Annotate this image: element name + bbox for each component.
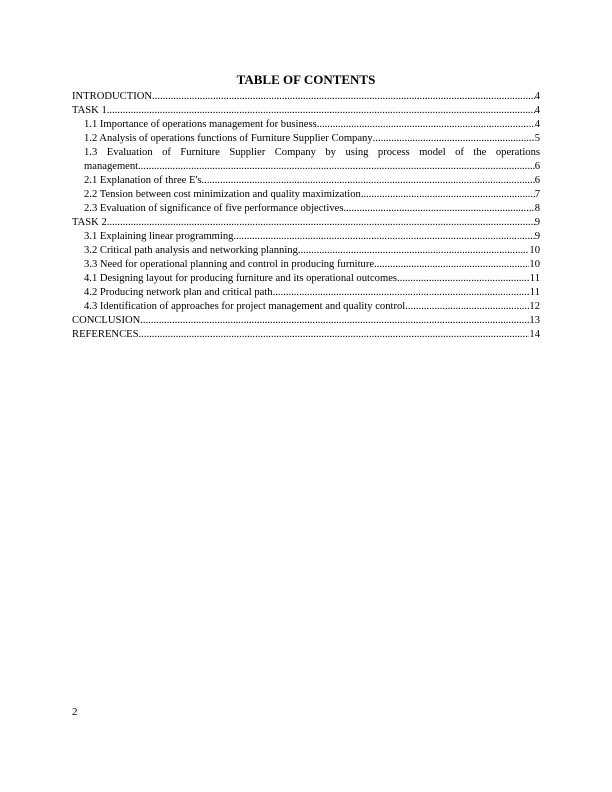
toc-entry-label: 2.2 Tension between cost minimization and quality maximization	[84, 189, 361, 200]
toc-entry-2-3[interactable]	[72, 202, 540, 216]
toc-leader-dots	[233, 230, 534, 244]
toc-entry-label: 2.3 Evaluation of significance of five performance objectives	[84, 203, 344, 214]
toc-entry-page: 14	[529, 329, 540, 340]
toc-entry-label: 3.2 Critical path analysis and networking planning	[84, 245, 298, 256]
toc-entry-label: 3.3 Need for operational planning and control in producing furniture	[84, 259, 375, 270]
page-number: 2	[72, 706, 78, 718]
toc-entry-label: TASK 1	[72, 105, 107, 116]
toc-entry-label: 3.1 Explaining linear programming	[84, 231, 234, 242]
toc-leader-dots	[107, 216, 535, 230]
toc-entry-page: 4	[534, 105, 540, 116]
toc-leader-dots	[298, 244, 530, 258]
toc-leader-dots	[152, 90, 535, 104]
toc-leader-dots	[140, 314, 529, 328]
toc-leader-dots	[343, 202, 534, 216]
toc-entry-page: 10	[529, 259, 540, 270]
toc-leader-dots	[397, 272, 530, 286]
toc-entry-label: TASK 2	[72, 217, 107, 228]
toc-entry-label: 4.1 Designing layout for producing furniture and its operational outcomes	[84, 273, 398, 284]
toc-entry-1-2[interactable]	[72, 132, 540, 146]
toc-entry-page: 4	[534, 119, 540, 130]
toc-entry-label: 4.2 Producing network plan and critical path	[84, 287, 273, 298]
toc-entry-page: 11	[529, 287, 540, 298]
toc-entry-page: 9	[534, 231, 540, 242]
toc-entry-task-1[interactable]	[72, 104, 540, 118]
toc-entry-label-line2: management	[84, 161, 139, 172]
toc-page	[72, 72, 540, 342]
toc-entry-label: 4.3 Identification of approaches for project management and quality control	[84, 301, 406, 312]
toc-leader-dots	[361, 188, 535, 202]
toc-entry-1-1[interactable]	[72, 118, 540, 132]
toc-entry-1-3[interactable]	[72, 146, 540, 174]
toc-entry-2-2[interactable]	[72, 188, 540, 202]
toc-entry-label: 1.1 Importance of operations management for business	[84, 119, 317, 130]
toc-entry-label: CONCLUSION	[72, 315, 141, 326]
toc-entry-label: 2.1 Explanation of three E's	[84, 175, 202, 186]
toc-entry-label: 1.2 Analysis of operations functions of Furniture Supplier Company	[84, 133, 373, 144]
toc-leader-dots	[373, 132, 535, 146]
toc-entry-3-1[interactable]	[72, 230, 540, 244]
toc-entry-4-3[interactable]	[72, 300, 540, 314]
toc-leader-dots	[374, 258, 529, 272]
toc-entry-page: 5	[534, 133, 540, 144]
toc-entry-conclusion[interactable]	[72, 314, 540, 328]
toc-leader-dots	[139, 328, 530, 342]
toc-entry-4-1[interactable]	[72, 272, 540, 286]
toc-leader-dots	[317, 118, 535, 132]
toc-entry-page: 12	[529, 301, 540, 312]
toc-leader-dots	[405, 300, 529, 314]
toc-entry-label-line1: 1.3 Evaluation of Furniture Supplier Company by using process model of the operations	[84, 147, 540, 158]
toc-entry-task-2[interactable]	[72, 216, 540, 230]
toc-entry-page: 8	[534, 203, 540, 214]
toc-entry-page: 13	[529, 315, 540, 326]
toc-entry-page: 7	[534, 189, 540, 200]
toc-entry-page: 6	[534, 161, 540, 172]
toc-entry-4-2[interactable]	[72, 286, 540, 300]
toc-entry-introduction[interactable]	[72, 90, 540, 104]
toc-entry-page: 9	[534, 217, 540, 228]
toc-entry-page: 10	[529, 245, 540, 256]
toc-leader-dots	[138, 160, 535, 174]
toc-entry-3-3[interactable]	[72, 258, 540, 272]
toc-entry-3-2[interactable]	[72, 244, 540, 258]
toc-leader-dots	[273, 286, 530, 300]
toc-entry-page: 6	[534, 175, 540, 186]
toc-entry-references[interactable]	[72, 328, 540, 342]
toc-entry-page: 4	[534, 91, 540, 102]
toc-list	[72, 90, 540, 342]
toc-leader-dots	[107, 104, 535, 118]
toc-entry-label: INTRODUCTION	[72, 91, 153, 102]
toc-title: TABLE OF CONTENTS	[236, 72, 376, 87]
toc-entry-page: 11	[529, 273, 540, 284]
toc-entry-2-1[interactable]	[72, 174, 540, 188]
toc-entry-label: REFERENCES	[72, 329, 139, 340]
toc-leader-dots	[202, 174, 535, 188]
